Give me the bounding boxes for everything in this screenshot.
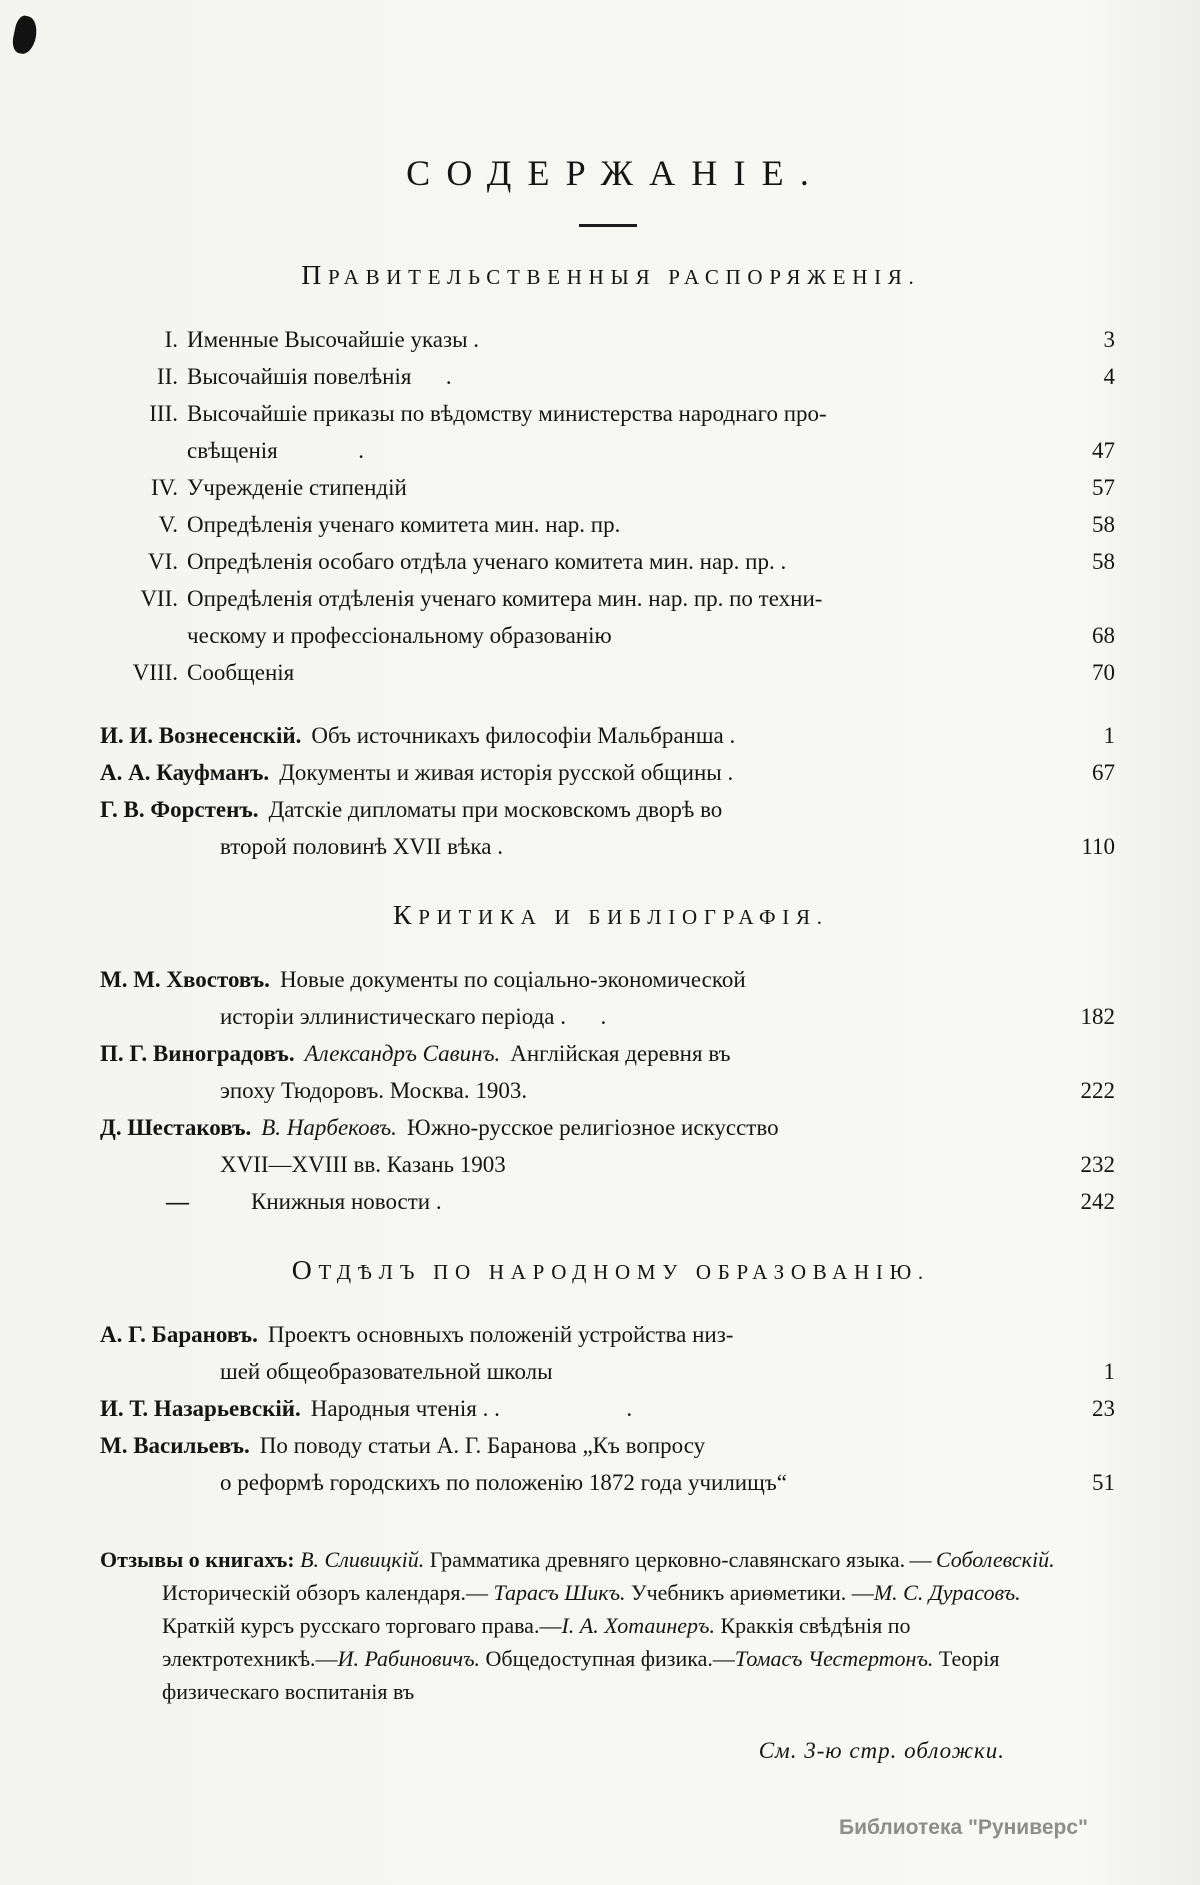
- review-book-author: Томасъ Честертонъ.: [734, 1646, 934, 1671]
- item-title: [100, 1183, 1065, 1220]
- item-page-number: 110: [1081, 834, 1115, 859]
- table-row: [100, 654, 1115, 691]
- table-row: [100, 1109, 1115, 1183]
- reviewed-book-author: Александръ Савинъ.: [304, 1041, 501, 1066]
- item-title: [187, 543, 1065, 580]
- toc-education: [100, 1316, 1115, 1501]
- item-title: [187, 321, 1065, 358]
- item-numeral: IV.: [150, 475, 178, 500]
- table-row: [100, 469, 1115, 506]
- table-row: [100, 543, 1115, 580]
- toc-government: [100, 321, 1115, 691]
- table-row: [100, 717, 1115, 754]
- article-author: Г. В. Форстенъ.: [100, 797, 259, 822]
- item-page-number: 1: [1103, 723, 1115, 748]
- item-line: [100, 1109, 1037, 1146]
- item-title: [187, 395, 1065, 469]
- item-page-number: 182: [1080, 1004, 1115, 1029]
- item-line-continuation: о реформѣ городскихъ по положенію 1872 года училищъ“: [220, 1470, 787, 1495]
- table-row: [100, 1035, 1115, 1109]
- article-title: Книжныя новости .: [251, 1189, 442, 1214]
- table-row: [100, 506, 1115, 543]
- review-book-author: І. А. Хотаинеръ.: [561, 1613, 715, 1638]
- item-page-number: 3: [1103, 327, 1115, 352]
- article-title: По поводу статьи А. Г. Баранова „Къ вопросу: [259, 1433, 706, 1458]
- item-page-number: 232: [1080, 1152, 1115, 1177]
- review-text: Краткій курсъ русскаго торговаго права.—: [162, 1613, 562, 1638]
- article-author: М. Васильевъ.: [100, 1433, 250, 1458]
- item-line: Опредѣленія особаго отдѣла ученаго комитета мин. нар. пр. .: [187, 549, 787, 574]
- item-title: [187, 580, 1065, 654]
- item-line-continuation: свѣщенія .: [187, 438, 365, 463]
- item-title: [187, 506, 1065, 543]
- table-row: [100, 791, 1115, 865]
- item-page-number: 68: [1092, 623, 1115, 648]
- item-page-number: 47: [1092, 438, 1115, 463]
- article-title: Датскіе дипломаты при московскомъ дворѣ во: [268, 797, 723, 822]
- item-title: [187, 469, 1065, 506]
- item-line: [100, 1035, 1037, 1072]
- item-title: [100, 754, 1065, 791]
- item-line: [100, 717, 1037, 754]
- review-text: Теорія физическаго воспитанія въ: [162, 1646, 1000, 1704]
- review-book-author: В. Сливицкій.: [300, 1547, 425, 1572]
- item-line-continuation: исторіи эллинистическаго періода . .: [220, 1004, 607, 1029]
- item-line: Учрежденіе стипендій: [187, 475, 407, 500]
- section-header-government: ПРАВИТЕЛЬСТВЕННЫЯ РАСПОРЯЖЕНІЯ.: [301, 259, 921, 290]
- item-title: [187, 654, 1065, 691]
- item-numeral: VII.: [140, 586, 178, 611]
- item-page-number: 58: [1092, 549, 1115, 574]
- item-line-continuation: ческому и профессіональному образованію: [187, 623, 612, 648]
- article-author: А. А. Кауфманъ.: [100, 760, 270, 785]
- item-title: [100, 1035, 1065, 1109]
- article-title: Южно-русское религіозное искусство: [406, 1115, 779, 1140]
- review-book-author: Тарасъ Шикъ.: [493, 1580, 626, 1605]
- item-numeral: VI.: [147, 549, 178, 574]
- article-title: Новые документы по соціально-экономической: [279, 967, 746, 992]
- table-row: [100, 1316, 1115, 1390]
- item-line-continuation: эпоху Тюдоровъ. Москва. 1903.: [220, 1078, 528, 1103]
- item-line: Высочайшія повелѣнія .: [187, 364, 452, 389]
- item-line: [100, 1390, 1037, 1427]
- item-line: [100, 1183, 1037, 1220]
- page-title: СОДЕРЖАНІЕ.: [406, 153, 826, 193]
- review-book-author: Соболевскій.: [935, 1547, 1055, 1572]
- item-line: [100, 791, 1037, 828]
- item-page-number: 67: [1092, 760, 1115, 785]
- ditto-dash: —: [166, 1189, 189, 1214]
- see-cover-footnote: См. 3-ю стр. обложки.: [758, 1738, 1005, 1763]
- review-text: Учебникъ ариѳметики. —: [625, 1580, 874, 1605]
- item-page-number: 51: [1092, 1470, 1115, 1495]
- article-author: И. И. Вознесенскій.: [100, 723, 302, 748]
- item-line: Опредѣленія ученаго комитета мин. нар. пр.: [187, 512, 621, 537]
- item-title: [100, 1316, 1065, 1390]
- item-page-number: 242: [1080, 1189, 1115, 1214]
- item-line: Высочайшіе приказы по вѣдомству министерства народнаго про-: [187, 401, 827, 426]
- table-row: [100, 1183, 1115, 1220]
- item-line: [100, 1316, 1037, 1353]
- review-text: Краккія свѣдѣнія по электротехникѣ.—: [162, 1613, 911, 1671]
- table-row: [100, 358, 1115, 395]
- table-row: [100, 321, 1115, 358]
- scan-artifact-blob: [10, 14, 39, 56]
- item-page-number: 70: [1092, 660, 1115, 685]
- toc-articles: [100, 717, 1115, 865]
- table-row: [100, 580, 1115, 654]
- item-title: [100, 1390, 1065, 1427]
- table-row: [100, 1427, 1115, 1501]
- article-author: А. Г. Барановъ.: [100, 1322, 258, 1347]
- review-text: Историческій обзоръ календаря.—: [162, 1580, 494, 1605]
- article-title: Проектъ основныхъ положеній устройства низ-: [267, 1322, 734, 1347]
- review-text: Общедоступная физика.—: [480, 1646, 735, 1671]
- item-numeral: III.: [149, 401, 178, 426]
- table-row: [100, 754, 1115, 791]
- review-book-author: И. Рабиновичъ.: [337, 1646, 480, 1671]
- article-title: Объ источникахъ философіи Мальбранша .: [311, 723, 736, 748]
- toc-critique: [100, 961, 1115, 1220]
- item-title: [100, 961, 1065, 1035]
- table-row: [100, 961, 1115, 1035]
- table-row: [100, 395, 1115, 469]
- section-header-education: ОТДѢЛЪ ПО НАРОДНОМУ ОБРАЗОВАНІЮ.: [291, 1254, 930, 1285]
- review-text: Отзывы о книгахъ:: [100, 1547, 301, 1572]
- item-title: [187, 358, 1065, 395]
- item-line: [100, 754, 1037, 791]
- section-header-critique: КРИТИКА И БИБЛІОГРАФІЯ.: [393, 899, 829, 930]
- item-title: [100, 791, 1065, 865]
- item-line: Опредѣленія отдѣленія ученаго комитера мин. нар. пр. по техни-: [187, 586, 823, 611]
- item-page-number: 58: [1092, 512, 1115, 537]
- item-title: [100, 1109, 1065, 1183]
- reviewed-book-author: В. Нарбековъ.: [261, 1115, 397, 1140]
- article-author: И. Т. Назарьевскій.: [100, 1396, 301, 1421]
- item-numeral: VIII.: [132, 660, 178, 685]
- article-author: М. М. Хвостовъ.: [100, 967, 270, 992]
- item-title: [100, 717, 1065, 754]
- item-line: Именные Высочайшіе указы .: [187, 327, 480, 352]
- review-book-author: М. С. Дурасовъ.: [873, 1580, 1021, 1605]
- item-page-number: 1: [1103, 1359, 1115, 1384]
- item-page-number: 4: [1103, 364, 1115, 389]
- article-title: Англійская деревня въ: [510, 1041, 731, 1066]
- item-line-continuation: второй половинѣ XVII вѣка .: [220, 834, 503, 859]
- item-page-number: 23: [1092, 1396, 1115, 1421]
- article-author: П. Г. Виноградовъ.: [100, 1041, 295, 1066]
- item-page-number: 222: [1080, 1078, 1115, 1103]
- runivers-watermark: Библиотека "Руниверс": [838, 1816, 1088, 1839]
- page-content: [100, 0, 1115, 1764]
- item-numeral: V.: [158, 512, 178, 537]
- table-row: [100, 1390, 1115, 1427]
- book-reviews-paragraph: [100, 1543, 1067, 1708]
- item-line: [100, 1427, 1037, 1464]
- item-line-continuation: XVII—XVIII вв. Казань 1903: [220, 1152, 506, 1177]
- item-title: [100, 1427, 1065, 1501]
- article-title: Народныя чтенія . . .: [310, 1396, 633, 1421]
- article-title: Документы и живая исторія русской общины .: [279, 760, 734, 785]
- item-page-number: 57: [1092, 475, 1115, 500]
- item-line-continuation: шей общеобразовательной школы: [220, 1359, 553, 1384]
- article-author: Д. Шестаковъ.: [100, 1115, 252, 1140]
- item-line: [100, 961, 1037, 998]
- item-line: Сообщенія: [187, 660, 295, 685]
- item-numeral: II.: [156, 364, 178, 389]
- title-divider: [579, 224, 637, 227]
- item-numeral: I.: [164, 327, 178, 352]
- review-text: Грамматика древняго церковно-славянскаго языка. —: [424, 1547, 936, 1572]
